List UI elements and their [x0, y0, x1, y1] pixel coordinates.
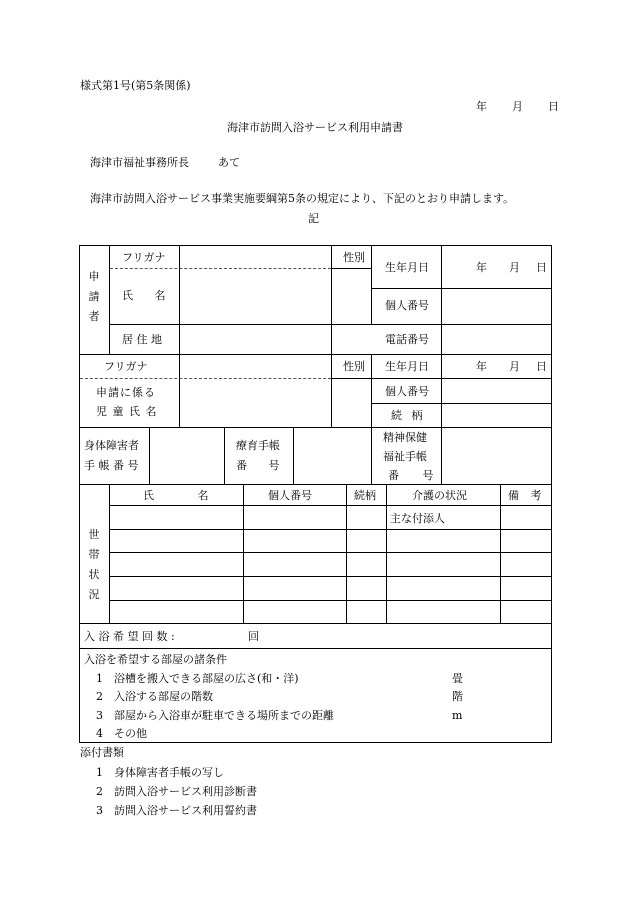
bathing-frequency-label: 入 浴 希 望 回 数 : [84, 630, 175, 643]
household-col-name: 氏 名 [143, 489, 209, 502]
room-item-4-text: その他 [114, 727, 147, 740]
room-item-1-no: 1 [96, 672, 103, 685]
applicant-birthdate-label: 生年月日 [385, 261, 429, 274]
attachment-2-no: 2 [96, 785, 103, 798]
attachment-3-no: 3 [96, 804, 103, 817]
room-item-2-text: 入浴する部屋の階数 [114, 690, 213, 703]
child-name-label-line1: 申請に係る [96, 386, 156, 399]
main-caregiver-label: 主な付添人 [390, 512, 445, 525]
applicant-gender-label: 性別 [343, 251, 365, 264]
child-birthdate-label: 生年月日 [385, 360, 429, 373]
ki-mark: 記 [308, 212, 319, 225]
date-day-label: 日 [548, 100, 559, 113]
child-birth-month: 月 [509, 360, 520, 373]
child-personal-number-label: 個人番号 [385, 385, 429, 398]
room-item-2-unit: 階 [452, 690, 463, 703]
applicant-name-label: 氏 名 [122, 289, 166, 302]
attachment-2-text: 訪問入浴サービス利用診断書 [114, 785, 257, 798]
room-item-3-text: 部屋から入浴車が駐車できる場所までの距離 [114, 709, 334, 722]
applicant-personal-number-label: 個人番号 [385, 299, 429, 312]
room-item-2-no: 2 [96, 690, 103, 703]
applicant-birth-year: 年 [476, 261, 487, 274]
mental-handbook-label-line1: 精神保健 [383, 431, 427, 444]
applicant-furigana-label: フリガナ [122, 251, 166, 264]
document-title: 海津市訪問入浴サービス利用申請書 [227, 121, 403, 134]
child-gender-label: 性別 [343, 360, 365, 373]
form-number: 様式第1号(第5条関係) [80, 79, 191, 92]
room-item-1-text: 浴槽を搬入できる部屋の広さ(和・洋) [114, 672, 299, 685]
room-item-3-unit: m [452, 709, 463, 722]
applicant-section-label: 申 請 者 [88, 270, 100, 323]
ryoiku-handbook-label-line1: 療育手帳 [236, 439, 280, 452]
household-section-label: 世 帯 状 況 [88, 528, 100, 601]
household-col-personal-number: 個人番号 [268, 489, 312, 502]
bathing-frequency-unit: 回 [248, 630, 259, 643]
household-col-relation: 続柄 [354, 489, 376, 502]
applicant-address-label: 居 住 地 [122, 333, 162, 346]
body-text: 海津市訪問入浴サービス事業実施要綱第5条の規定により、下記のとおり申請します。 [90, 192, 515, 205]
room-item-3-no: 3 [96, 709, 103, 722]
mental-handbook-label-line3: 番 号 [388, 469, 434, 482]
attachment-1-text: 身体障害者手帳の写し [114, 766, 224, 779]
household-col-care-status: 介護の状況 [412, 489, 467, 502]
disability-handbook-label-line1: 身体障害者 [84, 439, 139, 452]
ryoiku-handbook-label-line2: 番 号 [236, 459, 280, 472]
applicant-birth-day: 日 [536, 261, 547, 274]
mental-handbook-label-line2: 福祉手帳 [383, 450, 427, 463]
attachments-heading: 添付書類 [80, 746, 124, 759]
child-furigana-label: フリガナ [104, 360, 148, 373]
attachment-1-no: 1 [96, 766, 103, 779]
date-year-label: 年 [476, 100, 487, 113]
child-name-label-line2: 児 童 氏 名 [96, 405, 158, 418]
child-relation-label: 続 柄 [391, 409, 423, 422]
room-conditions-heading: 入浴を希望する部屋の諸条件 [84, 653, 227, 666]
child-birth-year: 年 [476, 360, 487, 373]
date-month-label: 月 [512, 100, 523, 113]
room-item-1-unit: 畳 [452, 672, 463, 685]
applicant-phone-label: 電話番号 [385, 333, 429, 346]
room-item-4-no: 4 [96, 727, 103, 740]
addressee: 海津市福祉事務所長 [90, 156, 189, 169]
household-col-remarks: 備 考 [508, 489, 542, 502]
attachment-3-text: 訪問入浴サービス利用誓約書 [114, 804, 257, 817]
addressee-ate: あて [218, 156, 240, 169]
disability-handbook-label-line2: 手 帳 番 号 [84, 459, 139, 472]
applicant-birth-month: 月 [509, 261, 520, 274]
child-birth-day: 日 [536, 360, 547, 373]
